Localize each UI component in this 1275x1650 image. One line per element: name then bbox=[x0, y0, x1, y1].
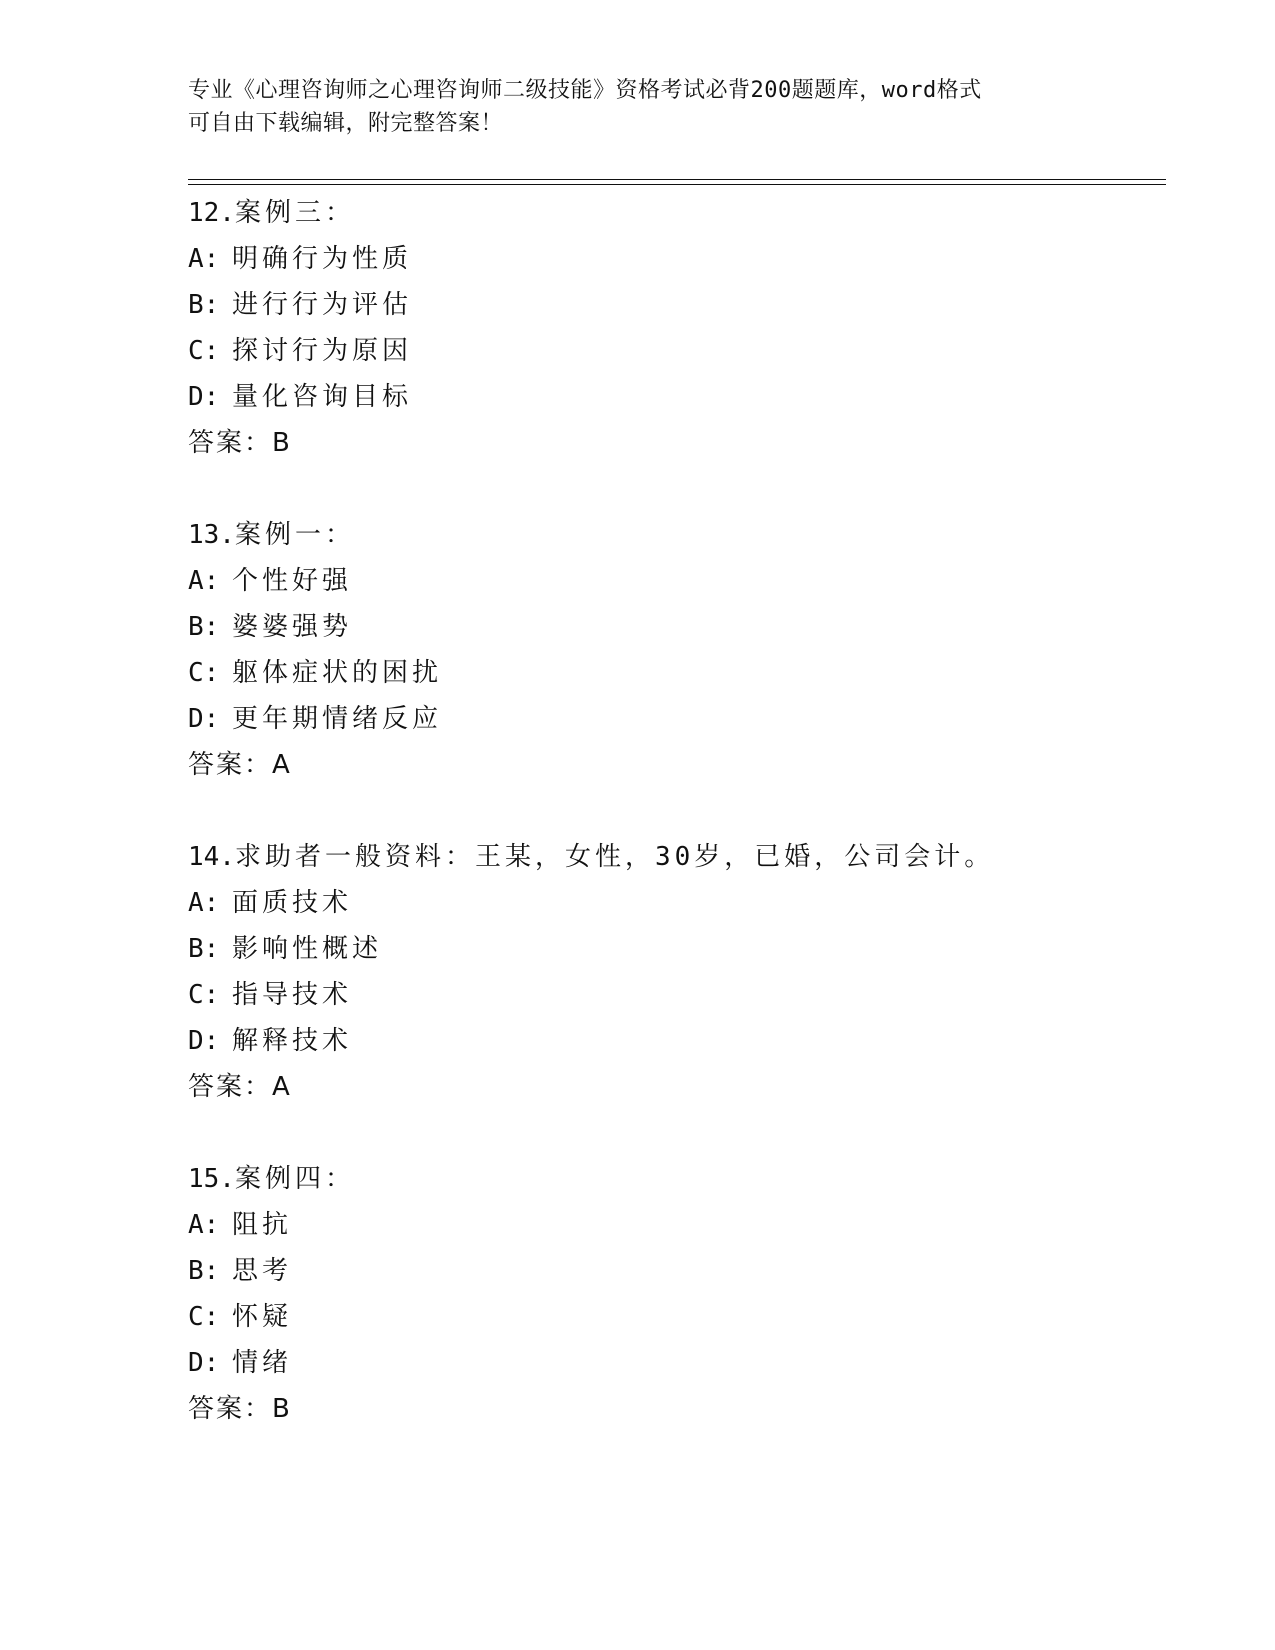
option-a bbox=[188, 558, 1166, 604]
answer-line: 答案：A bbox=[188, 1072, 292, 1102]
question-stem bbox=[188, 1156, 1166, 1202]
question-number: 12. bbox=[188, 198, 235, 228]
question-stem bbox=[188, 190, 1166, 236]
option-text: 探讨行为原因 bbox=[232, 336, 413, 366]
option-b bbox=[188, 604, 1166, 650]
option-key: C: bbox=[188, 1302, 220, 1332]
option-key: C: bbox=[188, 336, 220, 366]
option-text: 怀疑 bbox=[232, 1302, 293, 1332]
option-text: 影响性概述 bbox=[232, 934, 383, 964]
option-c bbox=[188, 1294, 1166, 1340]
option-a bbox=[188, 236, 1166, 282]
option-text: 明确行为性质 bbox=[232, 244, 413, 274]
option-text: 解释技术 bbox=[232, 1026, 353, 1056]
question-text: 案例四： bbox=[234, 1164, 355, 1194]
option-key: D: bbox=[188, 382, 220, 412]
option-text: 阻抗 bbox=[232, 1210, 293, 1240]
option-d bbox=[188, 1340, 1166, 1386]
option-d bbox=[188, 696, 1166, 742]
option-c bbox=[188, 650, 1166, 696]
answer-line: 答案：A bbox=[188, 750, 292, 780]
option-b bbox=[188, 926, 1166, 972]
header-line-2: 可自由下载编辑，附完整答案！ bbox=[188, 111, 504, 136]
option-d bbox=[188, 1018, 1166, 1064]
option-c bbox=[188, 972, 1166, 1018]
option-key: A: bbox=[188, 888, 220, 918]
option-key: B: bbox=[188, 934, 220, 964]
option-text: 婆婆强势 bbox=[232, 612, 353, 642]
question-14 bbox=[188, 834, 1166, 1110]
option-key: B: bbox=[188, 612, 220, 642]
option-c bbox=[188, 328, 1166, 374]
answer-line: 答案：B bbox=[188, 1394, 292, 1424]
option-key: C: bbox=[188, 980, 220, 1010]
question-text: 求助者一般资料：王某，女性，30岁，已婚，公司会计。 bbox=[234, 842, 995, 872]
option-key: A: bbox=[188, 244, 220, 274]
header-divider-bottom bbox=[188, 184, 1166, 185]
option-a bbox=[188, 880, 1166, 926]
option-text: 个性好强 bbox=[232, 566, 353, 596]
option-key: A: bbox=[188, 1210, 220, 1240]
option-key: D: bbox=[188, 704, 220, 734]
option-text: 进行行为评估 bbox=[232, 290, 413, 320]
option-b bbox=[188, 282, 1166, 328]
question-stem bbox=[188, 512, 1166, 558]
option-key: B: bbox=[188, 1256, 220, 1286]
option-key: C: bbox=[188, 658, 220, 688]
option-text: 躯体症状的困扰 bbox=[232, 658, 443, 688]
question-number: 14. bbox=[188, 842, 235, 872]
option-text: 更年期情绪反应 bbox=[232, 704, 443, 734]
question-text: 案例一： bbox=[234, 520, 355, 550]
option-key: D: bbox=[188, 1026, 220, 1056]
option-d bbox=[188, 374, 1166, 420]
option-text: 面质技术 bbox=[232, 888, 353, 918]
option-text: 指导技术 bbox=[232, 980, 353, 1010]
option-b bbox=[188, 1248, 1166, 1294]
document-header bbox=[188, 74, 1088, 140]
question-number: 15. bbox=[188, 1164, 235, 1194]
option-text: 量化咨询目标 bbox=[232, 382, 413, 412]
question-stem bbox=[188, 834, 1166, 880]
question-13 bbox=[188, 512, 1166, 788]
option-a bbox=[188, 1202, 1166, 1248]
question-15 bbox=[188, 1156, 1166, 1432]
option-key: B: bbox=[188, 290, 220, 320]
option-key: A: bbox=[188, 566, 220, 596]
question-number: 13. bbox=[188, 520, 235, 550]
option-key: D: bbox=[188, 1348, 220, 1378]
option-text: 思考 bbox=[232, 1256, 293, 1286]
header-divider-top bbox=[188, 179, 1166, 180]
header-line-1: 专业《心理咨询师之心理咨询师二级技能》资格考试必背200题题库，word格式 bbox=[188, 78, 982, 103]
question-text: 案例三： bbox=[234, 198, 355, 228]
option-text: 情绪 bbox=[232, 1348, 293, 1378]
question-12 bbox=[188, 190, 1166, 466]
question-list bbox=[188, 190, 1166, 1478]
answer-line: 答案：B bbox=[188, 428, 292, 458]
